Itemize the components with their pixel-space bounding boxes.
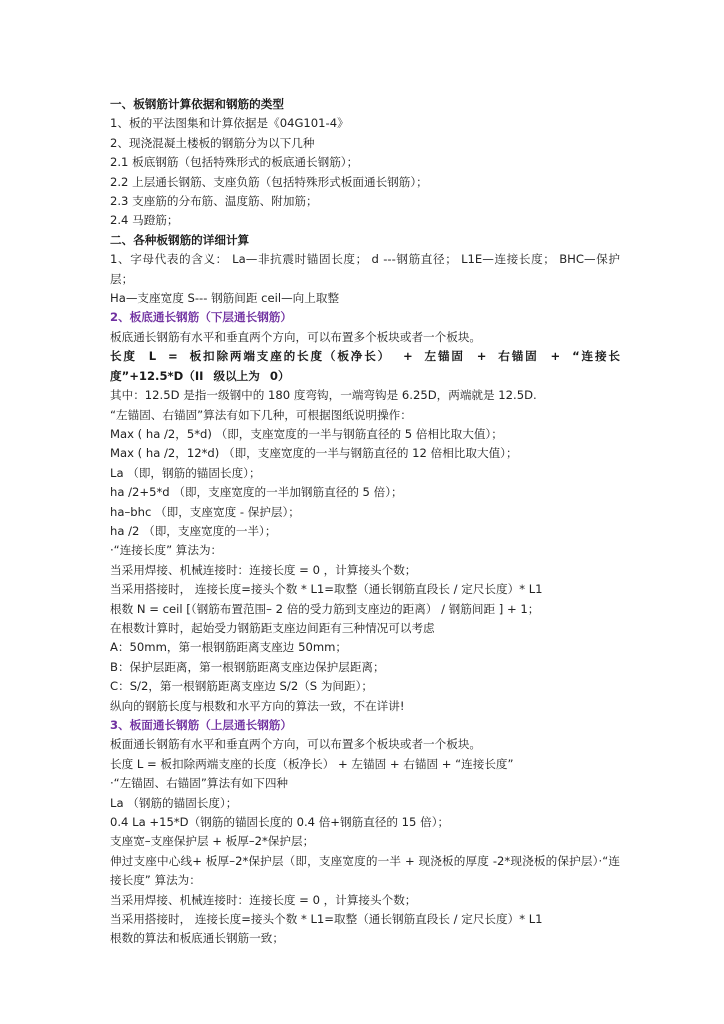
text-line: ha–bhc （即，支座宽度 - 保护层）； xyxy=(110,504,300,519)
text-line: ha /2+5*d （即，支座宽度的一半加钢筋直径的 5 倍）； xyxy=(110,485,403,500)
text-line: ·“左锚固、右锚固”算法有如下四种 xyxy=(110,776,289,791)
section-heading-1: 一、板钢筋计算依据和钢筋的类型 xyxy=(110,97,284,111)
text-line: 2.2 上层通长钢筋、支座负筋（包括特殊形式板面通长钢筋）； xyxy=(110,174,428,189)
document-page xyxy=(110,95,620,949)
length-formula-top: 长度 L = 板扣除两端支座的长度（板净长） + 左锚固 + 右锚固 + “连接长度” xyxy=(110,756,514,771)
text-line: 根数 N = ceil [（钢筋布置范围– 2 倍的受力筋到支座边的距离） / 钢筋间距 ] + 1； xyxy=(110,601,540,616)
text-line: La （钢筋的锚固长度）； xyxy=(110,795,238,810)
length-formula-bottom: 长度 L = 板扣除两端支座的长度（板净长） + 左锚固 + 右锚固 + “连接长度”+12.5*D（II 级以上为 0） xyxy=(110,349,620,383)
text-line: 其中：12.5D 是指一级钢中的 180 度弯钩，一端弯钩是 6.25D，两端就是 12.5D. xyxy=(110,388,537,403)
text-line: Max ( ha /2，5*d) （即，支座宽度的一半与钢筋直径的 5 倍相比取大值）； xyxy=(110,426,503,441)
text-line: ·“连接长度” 算法为： xyxy=(110,543,223,558)
text-line: A：50mm，第一根钢筋距离支座边 50mm； xyxy=(110,640,348,655)
text-line: 当采用焊接、机械连接时：连接长度 = 0 ，计算接头个数； xyxy=(110,562,417,577)
text-line: La （即，钢筋的锚固长度）； xyxy=(110,465,261,480)
text-line: 板面通长钢筋有水平和垂直两个方向，可以布置多个板块或者一个板块。 xyxy=(110,737,482,752)
text-line: 板底通长钢筋有水平和垂直两个方向，可以布置多个板块或者一个板块。 xyxy=(110,329,482,344)
text-line: 纵向的钢筋长度与根数和水平方向的算法一致，不在详讲! xyxy=(110,698,405,713)
text-line: B：保护层距离，第一根钢筋距离支座边保护层距离； xyxy=(110,659,385,674)
text-line: Max ( ha /2，12*d) （即，支座宽度的一半与钢筋直径的 12 倍相比取大值）； xyxy=(110,446,518,461)
subheading-top-rebar: 3、板面通长钢筋（上层通长钢筋） xyxy=(110,718,292,732)
text-line: 0.4 La +15*D（钢筋的锚固长度的 0.4 倍+钢筋直径的 15 倍）； xyxy=(110,815,450,830)
text-line: 当采用焊接、机械连接时：连接长度 = 0 ，计算接头个数； xyxy=(110,892,417,907)
text-line: 在根数计算时，起始受力钢筋距支座边间距有三种情况可以考虑 xyxy=(110,620,435,635)
text-line: “左锚固、右锚固”算法有如下几种，可根据图纸说明操作： xyxy=(110,407,412,422)
text-line: Ha—支座宽度 S--- 钢筋间距 ceil—向上取整 xyxy=(110,291,340,306)
text-line: 支座宽–支座保护层 + 板厚–2*保护层； xyxy=(110,834,315,849)
subheading-bottom-rebar: 2、板底通长钢筋（下层通长钢筋） xyxy=(110,310,292,325)
text-line: C：S/2，第一根钢筋距离支座边 S/2（S 为间距）； xyxy=(110,679,373,694)
text-line: 1、板的平法图集和计算依据是《04G101-4》 xyxy=(110,116,349,131)
text-line: 当采用搭接时， 连接长度=接头个数 * L1=取整（通长钢筋直段长 / 定尺长度）* L1 xyxy=(110,582,543,597)
symbol-definitions: 1、字母代表的含义： La—非抗震时锚固长度； d ---钢筋直径； L1E—连接长度； BHC—保护层； xyxy=(110,252,620,286)
text-line: 2.4 马蹬筋； xyxy=(110,213,179,228)
text-line: 2、现浇混凝土楼板的钢筋分为以下几种 xyxy=(110,135,315,150)
text-line: 当采用搭接时， 连接长度=接头个数 * L1=取整（通长钢筋直段长 / 定尺长度）* L1 xyxy=(110,912,543,927)
text-line: 2.3 支座筋的分布筋、温度筋、附加筋； xyxy=(110,194,318,209)
text-line: ha /2 （即，支座宽度的一半）； xyxy=(110,523,277,538)
text-line-wrapped: 伸过支座中心线+ 板厚–2*保护层（即，支座宽度的一半 + 现浇板的厚度 -2*现浇板的保护层）·“连接长度” 算法为： xyxy=(110,853,620,888)
text-line: 根数的算法和板底通长钢筋一致； xyxy=(110,931,284,946)
section-heading-2: 二、各种板钢筋的详细计算 xyxy=(110,232,250,247)
text-line: 2.1 板底钢筋（包括特殊形式的板底通长钢筋）； xyxy=(110,155,359,170)
